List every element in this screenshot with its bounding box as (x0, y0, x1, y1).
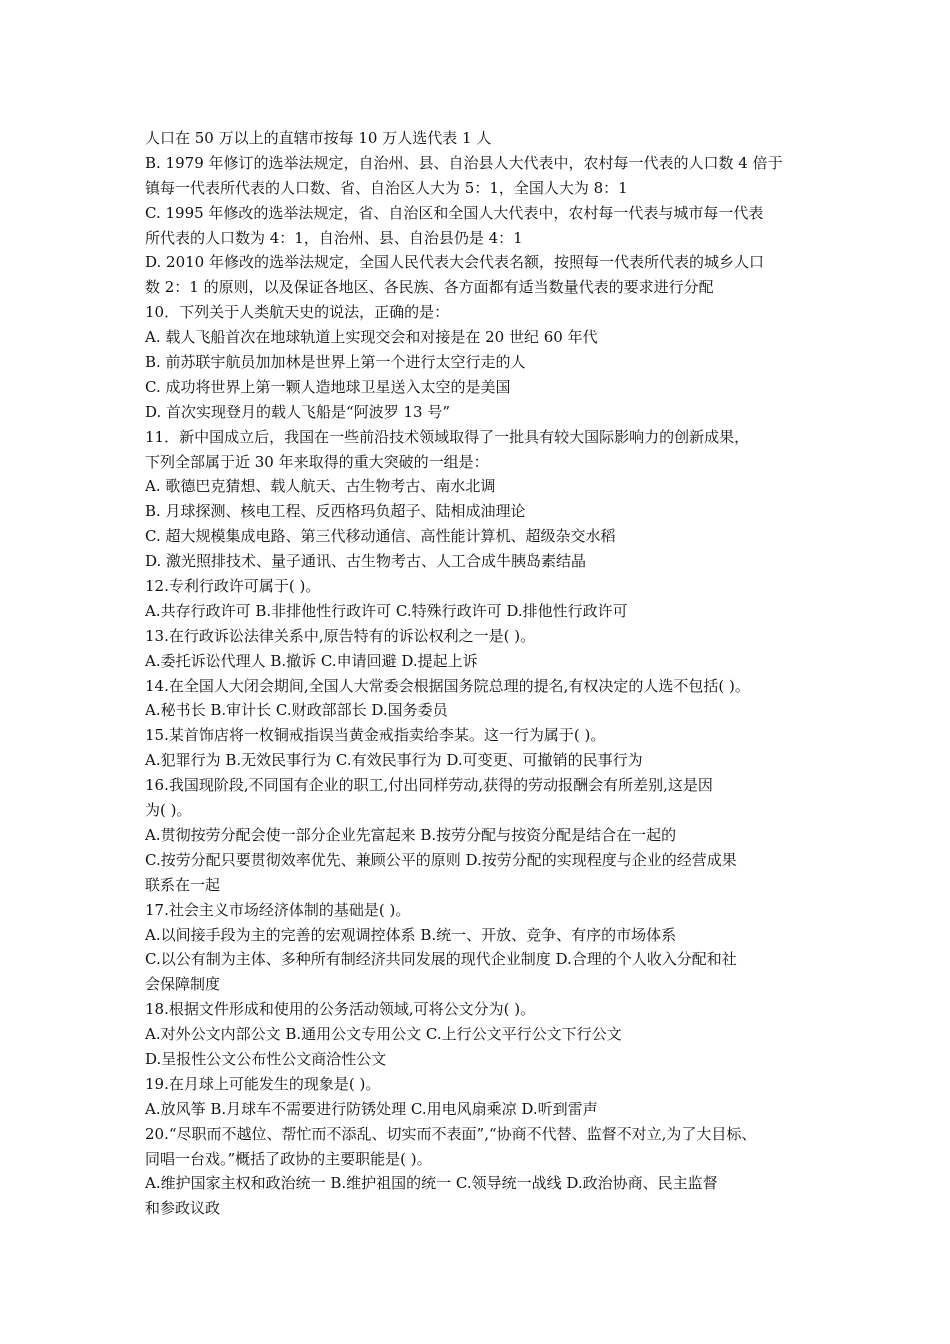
question-11-option-c: C. 超大规模集成电路、第三代移动通信、高性能计算机、超级杂交水稻 (145, 527, 616, 546)
text-line: B. 1979 年修订的选举法规定，自治州、县、自治县人大代表中，农村每一代表的人口数 4 倍于 (145, 153, 783, 172)
question-20-title: 20.“尽职而不越位、帮忙而不添乱、切实而不表面”,“协商不代替、监督不对立,为了大目标、 (145, 1124, 757, 1143)
question-16-title: 16.我国现阶段,不同国有企业的职工,付出同样劳动,获得的劳动报酬会有所差别,这是因 (145, 776, 713, 795)
question-20-options: A.维护国家主权和政治统一 B.维护祖国的统一 C.领导统一战线 D.政治协商、民主监督 (145, 1174, 718, 1193)
text-line: 镇每一代表所代表的人口数、省、自治区人大为 5：1，全国人大为 8：1 (145, 178, 628, 197)
question-20-title-cont: 同唱一台戏。”概括了政协的主要职能是( )。 (145, 1149, 432, 1168)
question-17-title: 17.社会主义市场经济体制的基础是( )。 (145, 900, 411, 919)
question-17-options-ab: A.以间接手段为主的完善的宏观调控体系 B.统一、开放、竞争、有序的市场体系 (145, 925, 677, 944)
question-10-title: 10．下列关于人类航天史的说法，正确的是： (145, 303, 450, 322)
question-16-options-cd: C.按劳分配只要贯彻效率优先、兼顾公平的原则 D.按劳分配的实现程度与企业的经营成果 (145, 850, 737, 869)
question-11-option-d: D. 激光照排技术、量子通讯、古生物考古、人工合成牛胰岛素结晶 (145, 552, 587, 571)
text-line: 数 2：1 的原则，以及保证各地区、各民族、各方面都有适当数量代表的要求进行分配 (145, 278, 714, 297)
question-16-title-cont: 为( )。 (145, 801, 192, 820)
text-line: 人口在 50 万以上的直辖市按每 10 万人选代表 1 人 (145, 129, 492, 147)
question-18-option-d: D.呈报性公文公布性公文商洽性公文 (145, 1049, 387, 1068)
question-15-options: A.犯罪行为 B.无效民事行为 C.有效民事行为 D.可变更、可撤销的民事行为 (145, 751, 643, 770)
question-12-options: A.共存行政许可 B.非排他性行政许可 C.特殊行政许可 D.排他性行政许可 (145, 601, 628, 620)
question-15-title: 15.某首饰店将一枚铜戒指误当黄金戒指卖给李某。这一行为属于( )。 (145, 726, 606, 745)
text-line: C. 1995 年修改的选举法规定，省、自治区和全国人大代表中，农村每一代表与城市每一代表 (145, 203, 764, 222)
question-19-options: A.放风筝 B.月球车不需要进行防锈处理 C.用电风扇乘凉 D.听到雷声 (145, 1099, 598, 1118)
question-16-options-ab: A.贯彻按劳分配会使一部分企业先富起来 B.按劳分配与按资分配是结合在一起的 (145, 825, 677, 844)
question-10-option-a: A. 载人飞船首次在地球轨道上实现交会和对接是在 20 世纪 60 年代 (145, 328, 598, 347)
question-11-title-cont: 下列全部属于近 30 年来取得的重大突破的一组是： (145, 452, 489, 471)
text-line: D. 2010 年修改的选举法规定，全国人民代表大会代表名额，按照每一代表所代表的城乡人口 (145, 253, 764, 272)
question-17-options-cd: C.以公有制为主体、多种所有制经济共同发展的现代企业制度 D.合理的个人收入分配和社 (145, 950, 737, 969)
question-12-title: 12.专利行政许可属于( )。 (145, 577, 321, 596)
question-11-option-a: A. 歌德巴克猜想、载人航天、古生物考古、南水北调 (145, 477, 496, 496)
question-17-options-cont: 会保障制度 (145, 975, 221, 994)
document-page (145, 126, 817, 1221)
question-10-option-b: B. 前苏联宇航员加加林是世界上第一个进行太空行走的人 (145, 353, 526, 372)
question-11-title: 11．新中国成立后，我国在一些前沿技术领域取得了一批具有较大国际影响力的创新成果， (145, 427, 750, 446)
text-line: 所代表的人口数为 4：1，自治州、县、自治县仍是 4：1 (145, 228, 523, 247)
question-20-options-cont: 和参政议政 (145, 1199, 221, 1218)
question-10-option-d: D. 首次实现登月的载人飞船是“阿波罗 13 号” (145, 402, 450, 421)
question-11-option-b: B. 月球探测、核电工程、反西格玛负超子、陆相成油理论 (145, 502, 526, 521)
question-18-title: 18.根据文件形成和使用的公务活动领域,可将公文分为( )。 (145, 1000, 536, 1019)
question-10-option-c: C. 成功将世界上第一颗人造地球卫星送入太空的是美国 (145, 377, 511, 396)
question-18-options-abc: A.对外公文内部公文 B.通用公文专用公文 C.上行公文平行公文下行公文 (145, 1025, 622, 1044)
question-14-title: 14.在全国人大闭会期间,全国人大常委会根据国务院总理的提名,有权决定的人选不包括( )。 (145, 676, 750, 695)
question-19-title: 19.在月球上可能发生的现象是( )。 (145, 1074, 381, 1093)
question-16-options-cont: 联系在一起 (145, 875, 221, 894)
question-13-title: 13.在行政诉讼法律关系中,原告特有的诉讼权利之一是( )。 (145, 626, 536, 645)
question-13-options: A.委托诉讼代理人 B.撤诉 C.申请回避 D.提起上诉 (145, 651, 478, 670)
question-14-options: A.秘书长 B.审计长 C.财政部部长 D.国务委员 (145, 701, 448, 720)
